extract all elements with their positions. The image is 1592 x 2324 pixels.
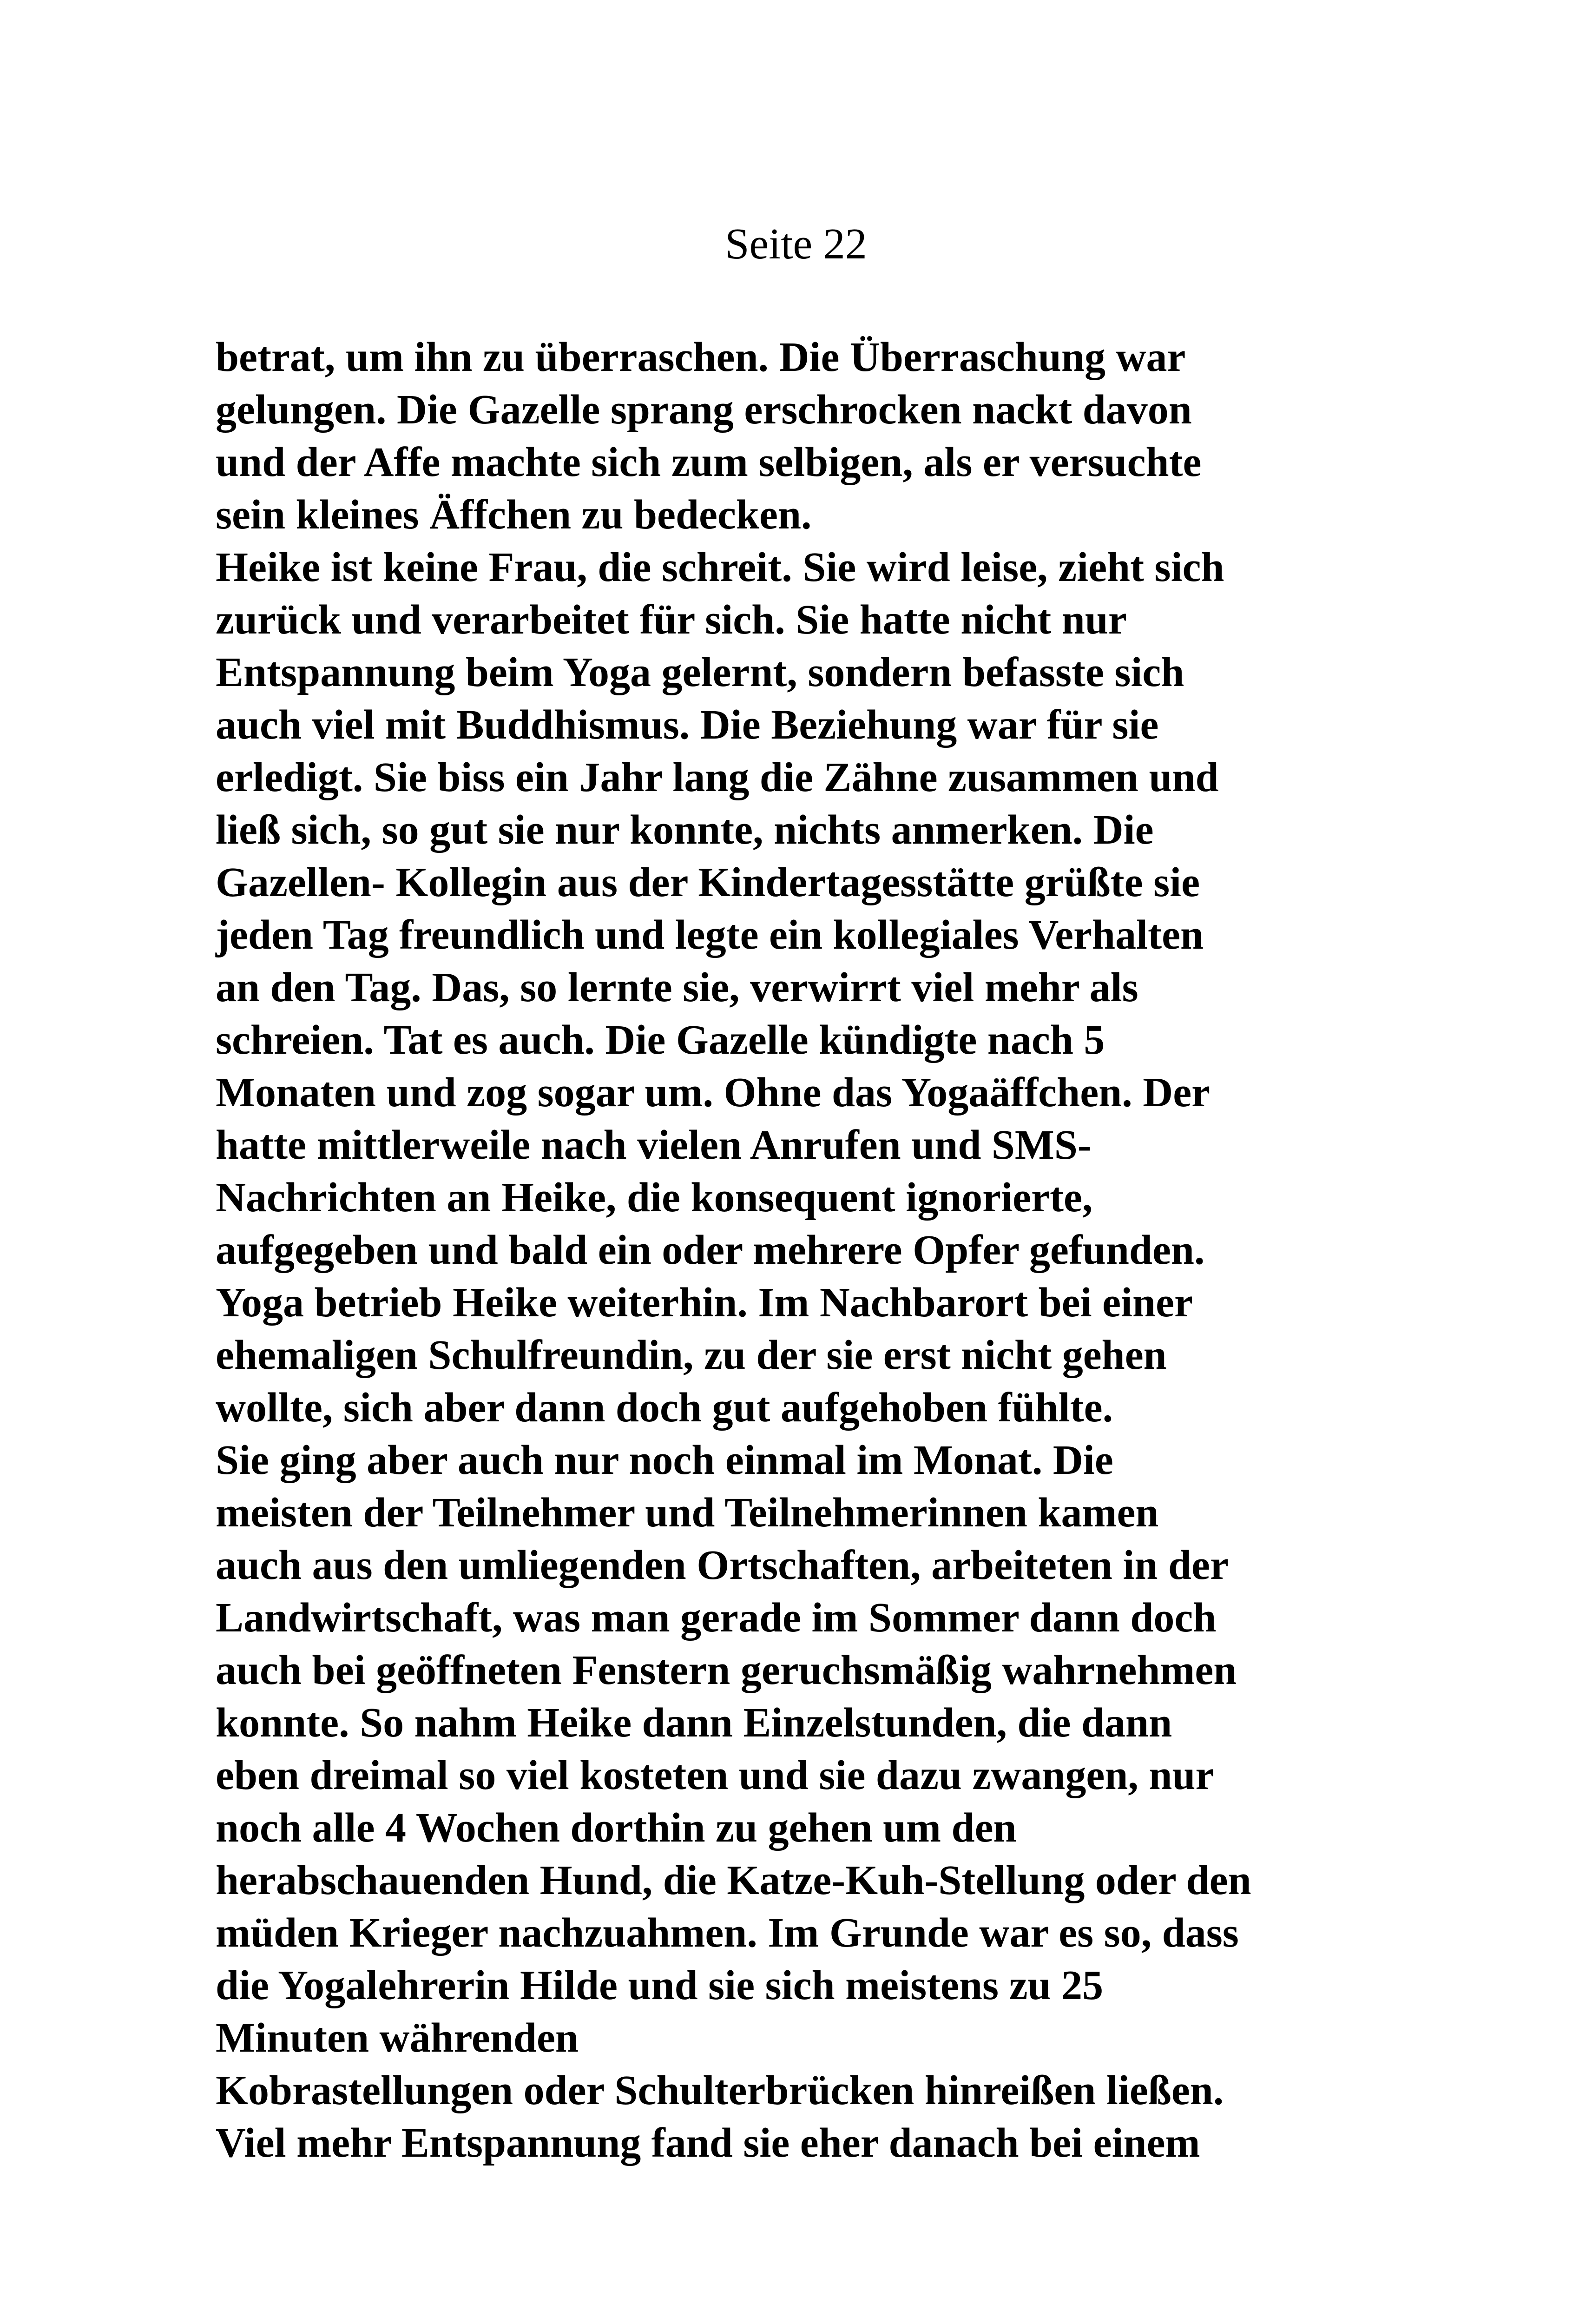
text-line: Nachrichten an Heike, die konsequent ignorierte, <box>216 1175 1093 1221</box>
text-line: sein kleines Äffchen zu bedecken. <box>216 492 812 538</box>
text-line: Yoga betrieb Heike weiterhin. Im Nachbarort bei einer <box>216 1280 1193 1326</box>
text-line: erledigt. Sie biss ein Jahr lang die Zähne zusammen und <box>216 754 1219 800</box>
text-line: meisten der Teilnehmer und Teilnehmerinnen kamen <box>216 1490 1159 1536</box>
text-line: Viel mehr Entspannung fand sie eher danach bei einem <box>216 2120 1200 2166</box>
text-line: und der Affe machte sich zum selbigen, als er versuchte <box>216 439 1202 485</box>
text-line: ehemaligen Schulfreundin, zu der sie erst nicht gehen <box>216 1332 1167 1378</box>
text-line: eben dreimal so viel kosteten und sie dazu zwangen, nur <box>216 1752 1214 1798</box>
text-line: jeden Tag freundlich und legte ein kollegiales Verhalten <box>216 912 1204 958</box>
text-line: an den Tag. Das, so lernte sie, verwirrt viel mehr als <box>216 964 1138 1010</box>
text-line: auch bei geöffneten Fenstern geruchsmäßig wahrnehmen <box>216 1647 1237 1693</box>
text-line: noch alle 4 Wochen dorthin zu gehen um den <box>216 1805 1017 1851</box>
text-line: zurück und verarbeitet für sich. Sie hatte nicht nur <box>216 597 1127 643</box>
text-line: Monaten und zog sogar um. Ohne das Yogaäffchen. Der <box>216 1070 1210 1116</box>
text-line: konnte. So nahm Heike dann Einzelstunden, die dann <box>216 1700 1172 1746</box>
text-line: müden Krieger nachzuahmen. Im Grunde war es so, dass <box>216 1910 1239 1956</box>
text-line: Heike ist keine Frau, die schreit. Sie wird leise, zieht sich <box>216 544 1224 590</box>
text-line: gelungen. Die Gazelle sprang erschrocken nackt davon <box>216 387 1192 433</box>
text-line: herabschauenden Hund, die Katze-Kuh-Stellung oder den <box>216 1857 1251 1903</box>
text-line: Gazellen- Kollegin aus der Kindertagesstätte grüßte sie <box>216 859 1200 905</box>
text-line: aufgegeben und bald ein oder mehrere Opfer gefunden. <box>216 1227 1205 1273</box>
text-line: hatte mittlerweile nach vielen Anrufen und SMS- <box>216 1122 1092 1168</box>
text-line: Minuten währenden <box>216 2015 579 2061</box>
text-line: Sie ging aber auch nur noch einmal im Monat. Die <box>216 1437 1113 1483</box>
text-line: Landwirtschaft, was man gerade im Sommer dann doch <box>216 1595 1217 1641</box>
text-line: ließ sich, so gut sie nur konnte, nichts anmerken. Die <box>216 807 1154 853</box>
body-text <box>216 331 1405 2169</box>
text-line: schreien. Tat es auch. Die Gazelle kündigte nach 5 <box>216 1017 1105 1063</box>
text-line: Entspannung beim Yoga gelernt, sondern befasste sich <box>216 649 1184 695</box>
text-line: Kobrastellungen oder Schulterbrücken hinreißen ließen. <box>216 2067 1224 2113</box>
text-line: wollte, sich aber dann doch gut aufgehoben fühlte. <box>216 1385 1113 1431</box>
text-line: betrat, um ihn zu überraschen. Die Überraschung war <box>216 334 1186 380</box>
text-line: auch viel mit Buddhismus. Die Beziehung war für sie <box>216 702 1159 748</box>
text-line: die Yogalehrerin Hilde und sie sich meistens zu 25 <box>216 1962 1104 2008</box>
text-line: auch aus den umliegenden Ortschaften, arbeiteten in der <box>216 1542 1229 1588</box>
page-number-heading: Seite 22 <box>725 220 867 268</box>
